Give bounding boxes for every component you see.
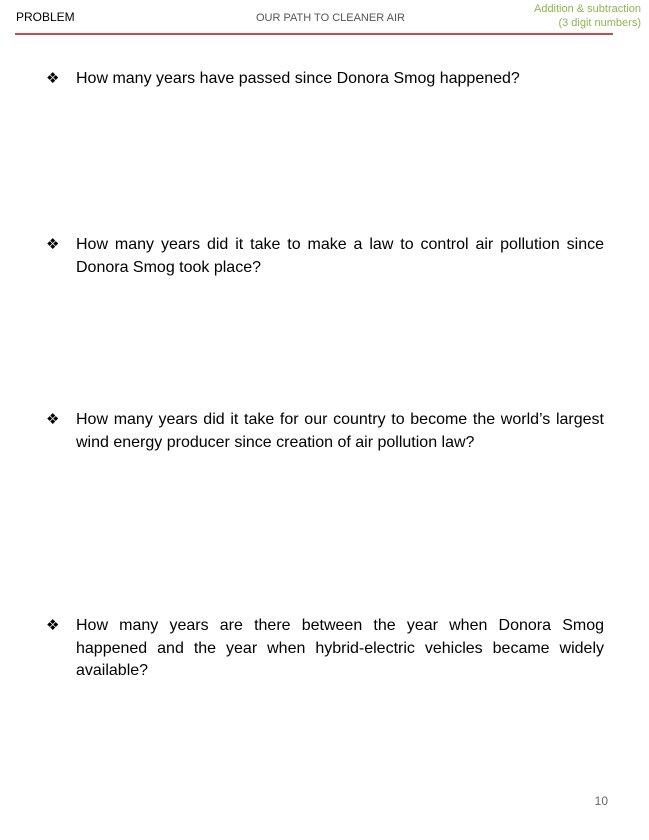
diamond-bullet-icon: ❖ (46, 70, 60, 87)
question-4 (46, 615, 604, 683)
question-text: How many years did it take to make a law to control air pollution since Donora Smog took place? (76, 236, 604, 276)
diamond-bullet-icon: ❖ (46, 617, 60, 634)
diamond-bullet-icon: ❖ (46, 411, 60, 428)
question-2 (46, 234, 604, 279)
page-title: OUR PATH TO CLEANER AIR (256, 12, 405, 24)
section-label: PROBLEM (16, 10, 75, 24)
question-text: How many years have passed since Donora Smog happened? (76, 70, 520, 87)
page-number: 10 (594, 794, 608, 808)
topic-line-1: Addition & subtraction (533, 3, 641, 15)
question-text: How many years are there between the year when Donora Smog happened and the year when hybrid-electric vehicles became widely available? (76, 617, 604, 679)
topic-label (534, 2, 641, 30)
header-divider (15, 33, 613, 35)
diamond-bullet-icon: ❖ (46, 236, 60, 253)
question-text: How many years did it take for our country to become the world’s largest wind energy producer since creation of air pollution law? (76, 411, 604, 451)
topic-line-2: (3 digit numbers) (558, 17, 641, 29)
question-3 (46, 409, 604, 454)
question-1 (46, 68, 604, 91)
